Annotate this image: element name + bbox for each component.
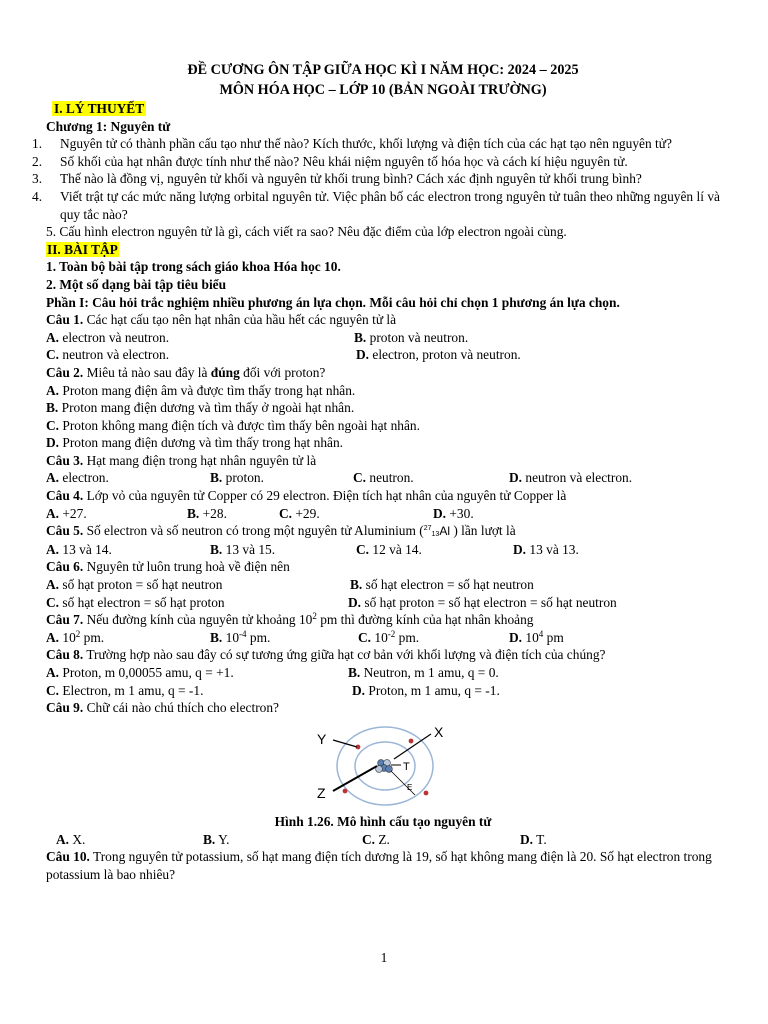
answer-option: D. neutron và electron. bbox=[509, 470, 633, 486]
answer-row bbox=[46, 664, 720, 682]
question-4: Câu 4. Lớp vỏ của nguyên tử Copper có 29 electron. Điện tích hạt nhân của nguyên tử Copper là bbox=[46, 488, 567, 504]
answer-option: D. Proton mang điện dương và tìm thấy trong hạt nhân. bbox=[46, 435, 344, 451]
question-9: Câu 9. Chữ cái nào chú thích cho electron? bbox=[46, 700, 279, 716]
answer-option: A. +27. bbox=[46, 505, 87, 521]
document-page bbox=[32, 60, 720, 884]
answer-option: B. proton và neutron. bbox=[354, 329, 469, 345]
answer-option: B. proton. bbox=[210, 470, 264, 486]
answer-option: D. số hạt proton = số hạt electron = số hạt neutron bbox=[348, 594, 617, 610]
question-10: Câu 10. Trong nguyên tử potassium, số hạt mang điện tích dương là 19, số hạt không mang điện là 20. Số hạt electron trong potassium là bao nhiêu? bbox=[46, 849, 712, 882]
aluminium-isotope-symbol: $^{27}_{13}$Al bbox=[423, 524, 450, 539]
electron-dot bbox=[409, 738, 414, 743]
figure-caption: Hình 1.26. Mô hình cấu tạo nguyên tử bbox=[274, 813, 492, 829]
answer-option: D. T. bbox=[520, 831, 547, 847]
answer-row bbox=[46, 831, 720, 849]
label-e: E bbox=[407, 782, 413, 792]
document-subtitle: MÔN HÓA HỌC – LỚP 10 (BẢN NGOÀI TRƯỜNG) bbox=[219, 82, 547, 98]
answer-option: D. Proton, m 1 amu, q = -1. bbox=[352, 682, 500, 698]
answer-option: B. 13 và 15. bbox=[210, 541, 276, 557]
answer-option: C. neutron. bbox=[353, 470, 414, 486]
answer-row bbox=[46, 576, 720, 594]
section-heading-theory: I. LÝ THUYẾT bbox=[54, 101, 145, 116]
question-7: Câu 7. Nếu đường kính của nguyên tử khoảng $10^2$ pm thì đường kính của hạt nhân khoảng bbox=[46, 611, 534, 628]
answer-option: C. Electron, m 1 amu, q = -1. bbox=[46, 682, 204, 698]
chapter-heading: Chương 1: Nguyên tử bbox=[46, 118, 171, 134]
answer-option: B. Y. bbox=[203, 831, 230, 847]
atom-model-figure bbox=[46, 719, 720, 813]
answer-option: B. Proton mang điện dương và tìm thấy ở ngoài hạt nhân. bbox=[46, 400, 355, 416]
document-title: ĐỀ CƯƠNG ÔN TẬP GIỮA HỌC KÌ I NĂM HỌC: 2024 – 2025 bbox=[187, 62, 579, 78]
answer-option: C. số hạt electron = số hạt proton bbox=[46, 594, 225, 610]
section-heading-exercises: II. BÀI TẬP bbox=[47, 241, 118, 257]
answer-row bbox=[46, 629, 720, 647]
answer-option: D. $10^4$ pm bbox=[509, 628, 564, 645]
answer-option: C. Proton không mang điện tích và được tìm thấy bên ngoài hạt nhân. bbox=[46, 417, 420, 433]
pointer-y bbox=[333, 740, 357, 747]
answer-row bbox=[46, 682, 720, 700]
answer-option: B. $10^{-4}$ pm. bbox=[210, 628, 271, 645]
answer-option: C. Z. bbox=[362, 831, 390, 847]
theory-item: 1. Nguyên tử có thành phần cấu tạo như thế nào? Kích thước, khối lượng và điện tích của các hạt tạo nên nguyên tử? bbox=[32, 136, 672, 152]
answer-option: A. $10^2$ pm. bbox=[46, 628, 105, 645]
answer-option: B. số hạt electron = số hạt neutron bbox=[350, 577, 534, 593]
answer-option: D. +30. bbox=[433, 505, 474, 521]
answer-row bbox=[46, 469, 720, 487]
label-x: X bbox=[434, 723, 444, 740]
theory-item: 2. Số khối của hạt nhân được tính như thế nào? Nêu khái niệm nguyên tố hóa học và cách kí hiệu nguyên tử. bbox=[32, 153, 628, 169]
question-3: Câu 3. Hạt mang điện trong hạt nhân nguyên tử là bbox=[46, 452, 317, 468]
nucleus bbox=[376, 759, 393, 772]
answer-row bbox=[46, 594, 720, 612]
part-heading: Phần I: Câu hỏi trắc nghiệm nhiều phương án lựa chọn. Mỗi câu hỏi chỉ chọn 1 phương án lựa chọn. bbox=[46, 294, 620, 310]
answer-option: A. electron và neutron. bbox=[46, 329, 170, 345]
answer-option: A. Proton, m 0,00055 amu, q = +1. bbox=[46, 665, 234, 680]
answer-option: A. số hạt proton = số hạt neutron bbox=[46, 577, 223, 593]
answer-option: D. 13 và 13. bbox=[513, 541, 579, 557]
label-z: Z bbox=[317, 784, 326, 801]
answer-option: C. 12 và 14. bbox=[356, 541, 422, 557]
question-5: Câu 5. Số electron và số neutron có trong một nguyên tử Aluminium ($^{27}_{13}$Al ) lần lượt là bbox=[46, 523, 516, 539]
answer-row bbox=[46, 541, 720, 559]
answer-option: C. +29. bbox=[279, 505, 320, 521]
theory-item: 4. Viết trật tự các mức năng lượng orbital nguyên tử. Việc phân bố các electron trong nguyên tử tuân theo những nguyên lí và quy tắc nào? bbox=[32, 188, 720, 222]
theory-item: 3. Thế nào là đồng vị, nguyên tử khối và nguyên tử khối trung bình? Cách xác định nguyên tử khối trung bình? bbox=[32, 171, 642, 187]
page-number: 1 bbox=[380, 950, 388, 965]
question-1: Câu 1. Các hạt cấu tạo nên hạt nhân của hầu hết các nguyên tử là bbox=[46, 312, 397, 328]
answer-option: A. 13 và 14. bbox=[46, 541, 112, 557]
answer-option: A. electron. bbox=[46, 470, 109, 486]
electron-dot bbox=[424, 790, 429, 795]
answer-row bbox=[46, 329, 720, 347]
question-6: Câu 6. Nguyên tử luôn trung hoà về điện nên bbox=[46, 559, 290, 575]
answer-option: C. neutron và electron. bbox=[46, 347, 170, 363]
electron-dot bbox=[343, 788, 348, 793]
answer-option: B. Neutron, m 1 amu, q = 0. bbox=[348, 665, 499, 680]
exercise-line: 2. Một số dạng bài tập tiêu biểu bbox=[46, 276, 227, 292]
question-8: Câu 8. Trường hợp nào sau đây có sự tương ứng giữa hạt cơ bản với khối lượng và điện tích của chúng? bbox=[46, 647, 606, 663]
exercise-line: 1. Toàn bộ bài tập trong sách giáo khoa Hóa học 10. bbox=[46, 259, 341, 275]
atom-diagram bbox=[303, 719, 463, 813]
answer-option: B. +28. bbox=[187, 505, 227, 521]
label-t: T bbox=[403, 760, 410, 773]
answer-option: D. electron, proton và neutron. bbox=[356, 347, 521, 363]
answer-row bbox=[46, 346, 720, 364]
question-2: Câu 2. Miêu tả nào sau đây là đúng đối với proton? bbox=[46, 364, 326, 380]
answer-option: A. X. bbox=[56, 831, 86, 847]
label-y: Y bbox=[317, 730, 327, 747]
answer-row bbox=[46, 505, 720, 523]
theory-item: 5. Cấu hình electron nguyên tử là gì, cách viết ra sao? Nêu đặc điểm của lớp electron ngoài cùng. bbox=[46, 224, 567, 240]
answer-option: A. Proton mang điện âm và được tìm thấy trong hạt nhân. bbox=[46, 382, 356, 398]
answer-option: C. $10^{-2}$ pm. bbox=[358, 628, 420, 645]
